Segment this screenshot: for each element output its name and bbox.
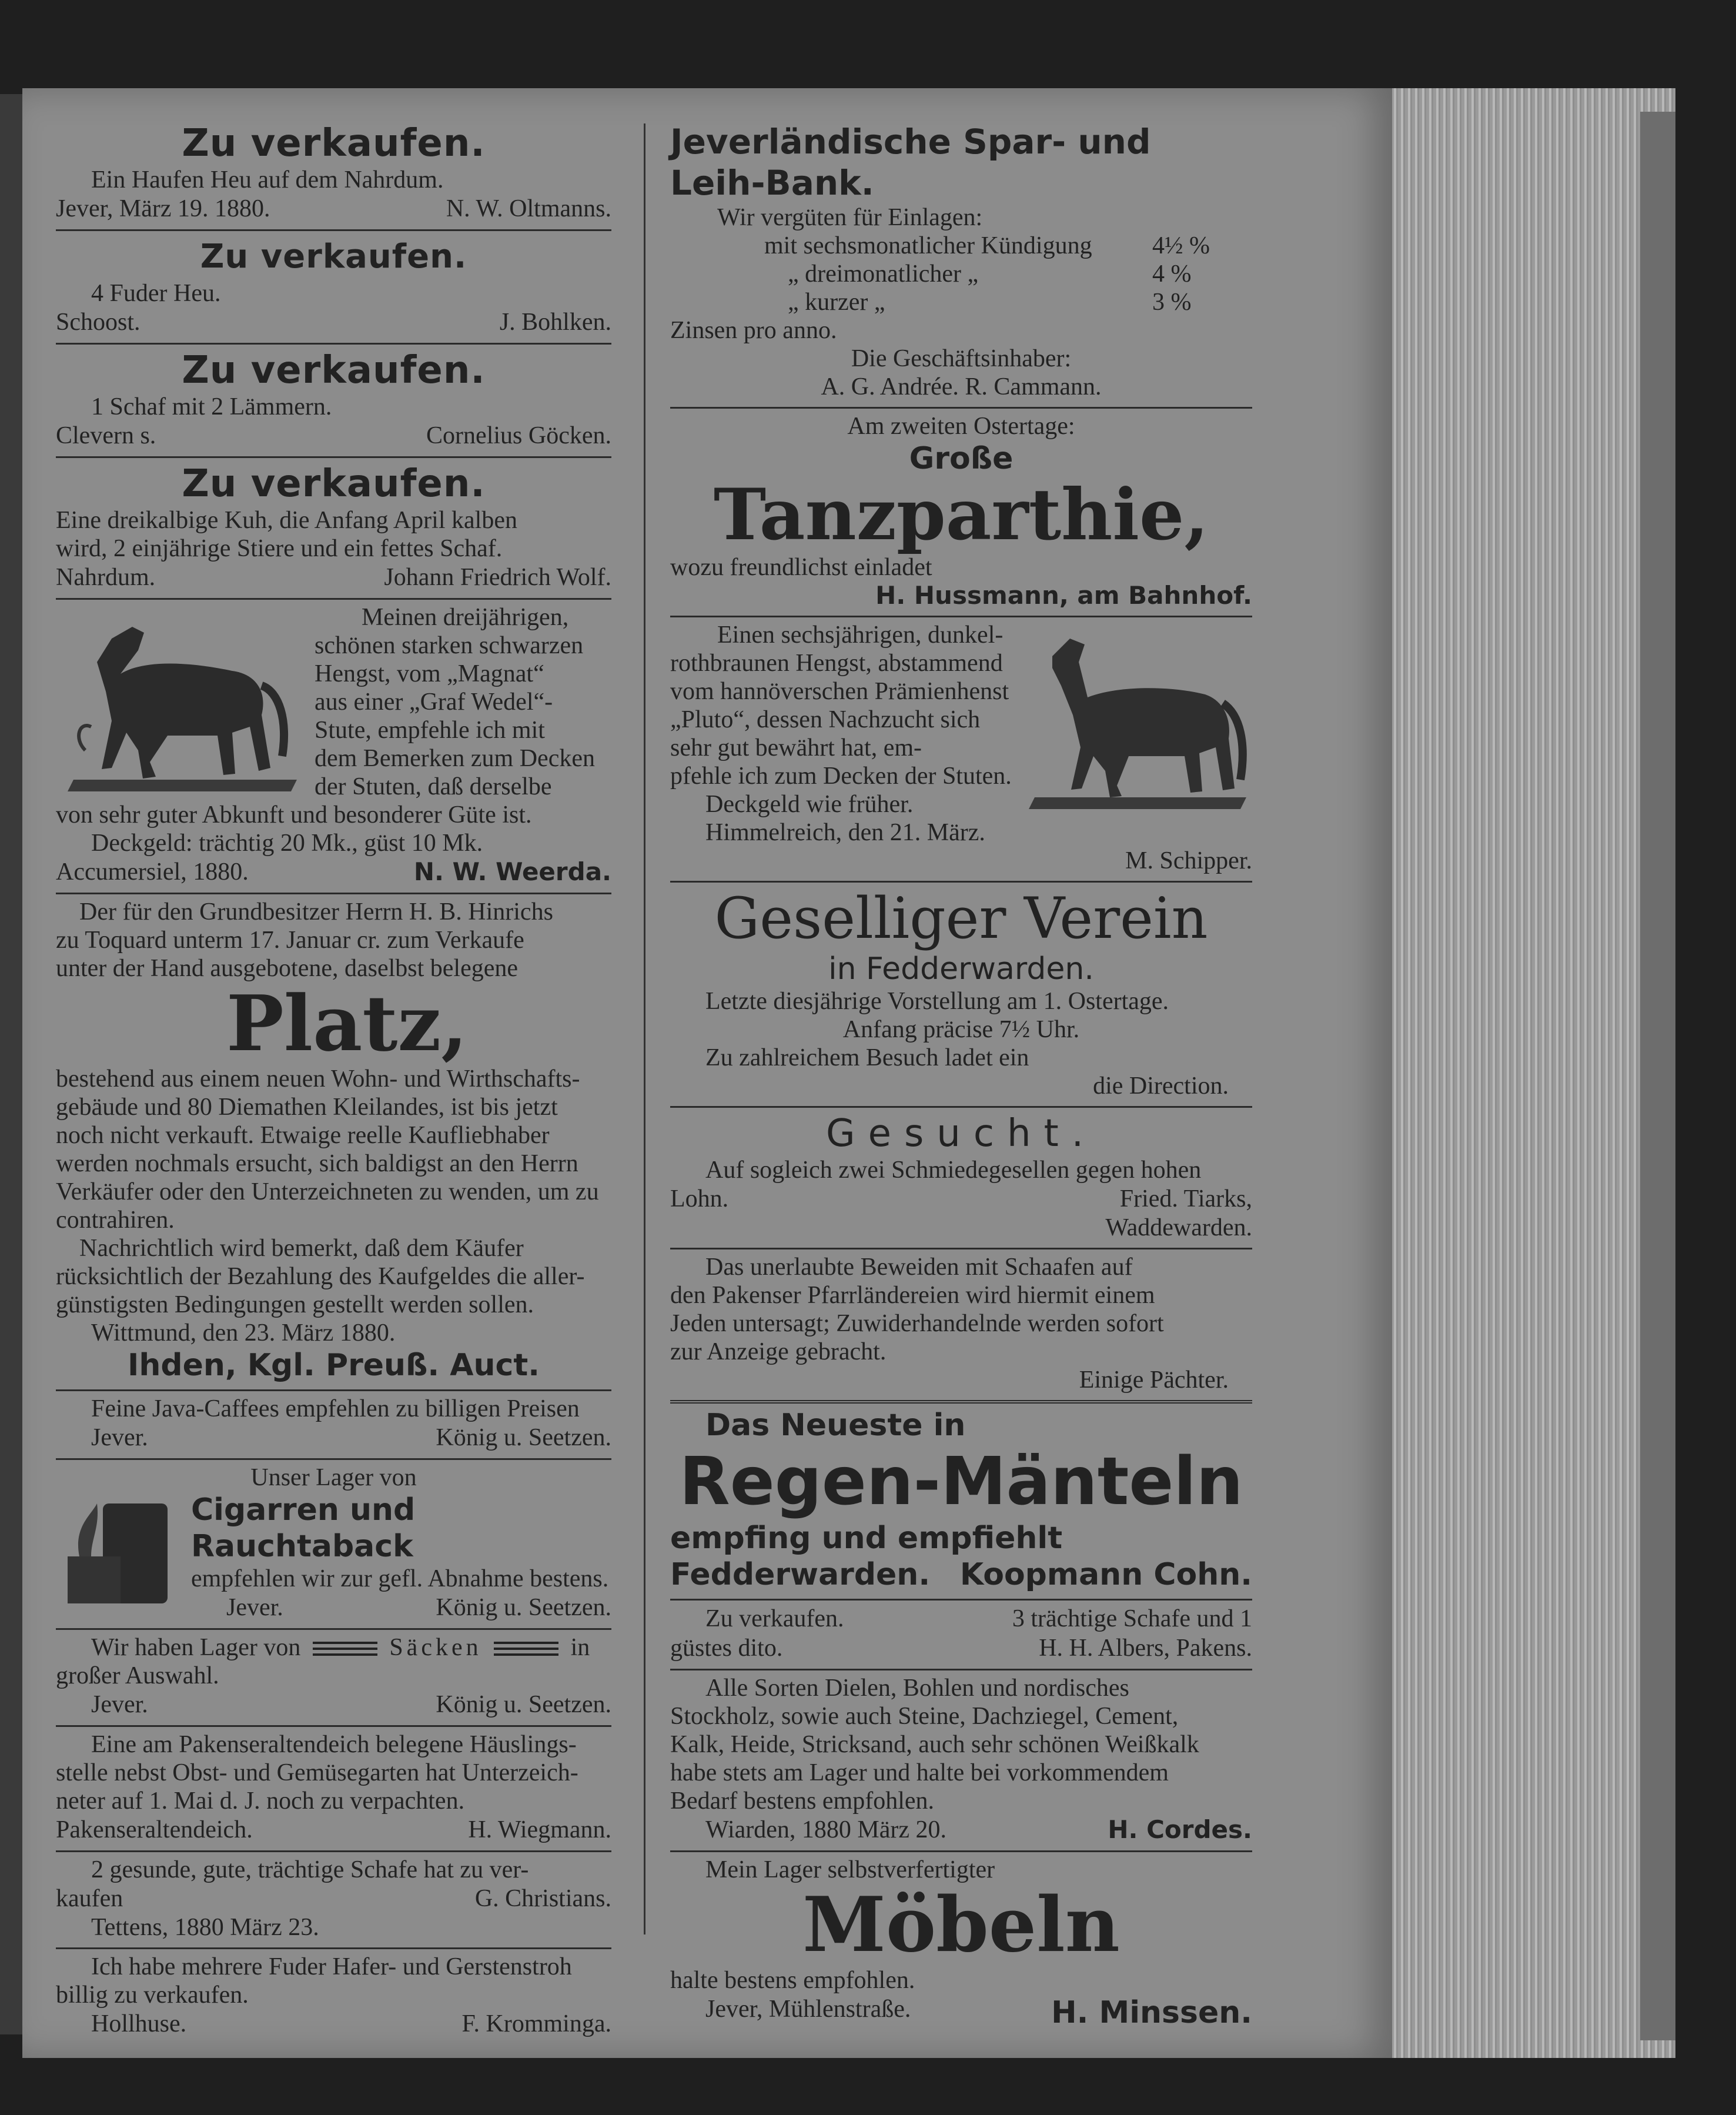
ad-signature: Cornelius Göcken. <box>426 422 611 449</box>
ad-text: Letzte diesjährige Vorstellung am 1. Ostertage. <box>705 988 1169 1015</box>
ad-signature: H. H. Albers, Pakens. <box>1039 1635 1252 1662</box>
ad-intro: Mein Lager selbstverfertigter <box>705 1856 995 1883</box>
ad-signature: N. W. Weerda. <box>413 857 611 886</box>
ad-title: Jeverländische Spar- und Leih-Bank. <box>670 122 1151 203</box>
left-column <box>56 118 611 2044</box>
rate-label: „ kurzer „ <box>788 289 885 316</box>
ad-owners-label: Die Geschäftsinhaber: <box>851 345 1072 372</box>
ad-signature: Johann Friedrich Wolf. <box>384 564 611 591</box>
ad-saecke <box>56 1630 611 1727</box>
ad-text: Bedarf bestens empfohlen. <box>670 1787 935 1815</box>
ad-place: Jever. <box>91 1424 148 1451</box>
ad-signature: H. Minssen. <box>1051 1995 1252 2030</box>
ad-place: Hollhuse. <box>91 2010 187 2037</box>
ad-place: Jever. <box>226 1594 283 1621</box>
horse-illustration <box>1029 621 1252 815</box>
ad-headline: Geselliger Verein <box>714 886 1208 951</box>
ad-text: 1 Schaf mit 2 Lämmern. <box>91 393 332 420</box>
ad-place: Jever. <box>91 1691 148 1718</box>
ad-albers <box>670 1601 1252 1670</box>
ad-signature: König u. Seetzen. <box>436 1691 611 1718</box>
ad-verein <box>670 883 1252 1108</box>
ad-signature: König u. Seetzen. <box>436 1594 611 1621</box>
ad-note: Zinsen pro anno. <box>670 317 837 344</box>
ad-text: neter auf 1. Mai d. J. noch zu verpachten. <box>56 1787 465 1815</box>
ad-text: Eine dreikalbige Kuh, die Anfang April kalben <box>56 507 517 534</box>
ad-body: gebäude und 80 Diemathen Kleilandes, ist bis jetzt <box>56 1094 558 1121</box>
ad-intro: Am zweiten Ostertage: <box>847 413 1075 440</box>
ad-kromminga <box>56 1949 611 2044</box>
ad-title: Zu verkaufen. <box>200 238 467 276</box>
ad-intro: Unser Lager von <box>250 1464 417 1491</box>
ad-title: Zu verkaufen. <box>182 462 486 506</box>
book-page-edges <box>1370 88 1675 2058</box>
ad-text: den Pakenser Pfarrländereien wird hiermit einem <box>670 1282 1155 1309</box>
ad-headline: Tanzparthie, <box>713 473 1209 556</box>
ad-cordes <box>670 1670 1252 1852</box>
ad-place: Waddewarden. <box>1105 1214 1252 1241</box>
ad-signature: H. Wiegmann. <box>468 1816 611 1843</box>
horse-illustration <box>56 603 303 797</box>
column-divider <box>644 123 645 1934</box>
ad-platz <box>56 894 611 1391</box>
facing-page-edge <box>0 94 24 2034</box>
ad-christians <box>56 1852 611 1949</box>
ad-title: Zu verkaufen. <box>182 349 486 392</box>
ad-text: aus einer „Graf Wedel“- <box>315 689 553 716</box>
ad-cigarren <box>56 1460 611 1630</box>
ad-signature: König u. Seetzen. <box>436 1424 611 1451</box>
rate-value: 4 % <box>1152 260 1192 288</box>
ad-schipper-stallion <box>670 617 1252 883</box>
ad-java-caffee <box>56 1391 611 1460</box>
ad-signature: Einige Pächter. <box>1079 1366 1229 1394</box>
ad-intro: Der für den Grundbesitzer Herrn H. B. Hinrichs <box>79 898 553 925</box>
ad-text: wozu freundlichst einladet <box>670 554 932 581</box>
ad-title: Gesucht. <box>825 1112 1097 1155</box>
ad-text: 2 gesunde, gute, trächtige Schafe hat zu ver- <box>91 1856 529 1883</box>
ad-pre-headline: Große <box>909 441 1013 476</box>
ad-text: „Pluto“, dessen Nachzucht sich <box>670 706 981 733</box>
ad-bank <box>670 118 1252 409</box>
ad-text: 3 trächtige Schafe und 1 <box>1012 1605 1252 1632</box>
ad-date: Tettens, 1880 März 23. <box>91 1914 319 1941</box>
ad-bohlken <box>56 231 611 345</box>
ad-text: wird, 2 einjährige Stiere und ein fettes Schaf. <box>56 535 503 562</box>
ad-body: contrahiren. <box>56 1207 175 1234</box>
ad-headline: Platz, <box>226 978 468 1068</box>
ad-text: 4 Fuder Heu. <box>91 280 221 307</box>
ad-wiegmann <box>56 1727 611 1852</box>
ad-goecken <box>56 345 611 458</box>
ad-text: kaufen <box>56 1885 123 1912</box>
interest-table <box>670 232 1252 316</box>
ad-text: empfehlen wir zur gefl. Abnahme bestens. <box>191 1565 609 1592</box>
ad-text: Alle Sorten Dielen, Bohlen und nordisches <box>705 1675 1129 1702</box>
ad-date: Wittmund, den 23. März 1880. <box>91 1319 396 1346</box>
ad-text: billig zu verkaufen. <box>56 1982 249 2009</box>
ad-place: Clevern s. <box>56 422 156 449</box>
rate-label: mit sechsmonatlicher Kündigung <box>764 232 1092 259</box>
ad-body: bestehend aus einem neuen Wohn- und Wirthschafts- <box>56 1065 580 1092</box>
ad-date: Himmelreich, den 21. März. <box>705 819 985 846</box>
ad-text <box>56 1633 611 1662</box>
ad-text: pfehle ich zum Decken der Stuten. <box>670 763 1012 790</box>
ornament-lines <box>313 1642 377 1657</box>
ad-date: Jever, März 19. 1880. <box>56 195 270 222</box>
ad-body: werden nochmals ersucht, sich baldigst an den Herrn <box>56 1150 578 1177</box>
ad-intro: Wir vergüten für Einlagen: <box>717 204 983 231</box>
ad-text: Jeden untersagt; Zuwiderhandelnde werden sofort <box>670 1310 1164 1337</box>
ad-headline: Möbeln <box>802 1881 1120 1969</box>
ad-text: Hengst, vom „Magnat“ <box>315 660 544 687</box>
ad-owners: A. G. Andrée. R. Cammann. <box>821 373 1102 400</box>
ad-intro: unter der Hand ausgebotene, daselbst belegene <box>56 955 519 982</box>
rate-value: 4½ % <box>1152 232 1210 259</box>
ad-keyword: Säcken <box>389 1634 482 1661</box>
ad-text: Meinen dreijährigen, <box>362 604 569 631</box>
ad-text: dem Bemerken zum Decken <box>315 745 595 772</box>
ad-text: sehr gut bewährt hat, em- <box>670 734 922 761</box>
ad-text: Einen sechsjährigen, dunkel- <box>717 622 1004 649</box>
ad-text: habe stets am Lager und halte bei vorkommendem <box>670 1759 1169 1786</box>
ad-headline: Cigarren und Rauchtaback <box>191 1492 416 1564</box>
ad-pre-headline: Das Neueste in <box>705 1408 966 1443</box>
ad-text: Ein Haufen Heu auf dem Nahrdum. <box>91 166 444 193</box>
tobacco-illustration <box>56 1492 179 1609</box>
ad-text: von sehr guter Abkunft und besonderer Güte ist. <box>56 801 532 828</box>
ad-text-pre: Wir haben Lager von <box>91 1634 301 1661</box>
ad-signature: M. Schipper. <box>1125 847 1252 874</box>
ad-weerda-stallion <box>56 600 611 894</box>
ad-date: Wiarden, 1880 März 20. <box>705 1816 947 1843</box>
page-edge-wear <box>1640 112 1675 2040</box>
ad-text: Zu zahlreichem Besuch ladet ein <box>705 1044 1029 1071</box>
ad-body: günstigsten Bedingungen gestellt werden sollen. <box>56 1291 534 1318</box>
ad-text: empfing und empfiehlt <box>670 1521 1063 1556</box>
ad-text: Zu verkaufen. <box>705 1605 844 1632</box>
ad-text: Anfang präcise 7½ Uhr. <box>842 1016 1080 1043</box>
ad-place: Nahrdum. <box>56 564 156 591</box>
ad-place: Schoost. <box>56 309 141 336</box>
ad-place: Fedderwarden. <box>670 1557 931 1592</box>
ad-text: zur Anzeige gebracht. <box>670 1338 887 1365</box>
ornament-lines <box>494 1642 558 1657</box>
ad-text: Deckgeld wie früher. <box>705 791 914 818</box>
ad-place: Accumersiel, 1880. <box>56 858 249 886</box>
ad-headline: Regen-Mänteln <box>679 1444 1243 1520</box>
ad-body: Verkäufer oder den Unterzeichneten zu wenden, um zu <box>56 1178 599 1205</box>
ad-fee: Deckgeld: trächtig 20 Mk., güst 10 Mk. <box>91 830 483 857</box>
ad-text: schönen starken schwarzen <box>315 632 584 659</box>
ad-text: Stockholz, sowie auch Steine, Dachziegel, Cement, <box>670 1703 1179 1730</box>
ad-place: Jever, Mühlenstraße. <box>705 1996 911 2023</box>
ad-text: Kalk, Heide, Stricksand, auch sehr schönen Weißkalk <box>670 1731 1199 1758</box>
ad-tanzparthie <box>670 409 1252 617</box>
ad-gesucht <box>670 1108 1252 1249</box>
ad-wolf <box>56 458 611 600</box>
ad-text: rothbraunen Hengst, abstammend <box>670 650 1003 677</box>
ad-text: stelle nebst Obst- und Gemüsegarten hat Unterzeich- <box>56 1759 578 1786</box>
ad-text: Stute, empfehle ich mit <box>315 717 545 744</box>
rate-label: „ dreimonatlicher „ <box>788 260 979 288</box>
ad-text: Lohn. <box>670 1185 729 1212</box>
ad-place: Pakenseraltendeich. <box>56 1816 253 1843</box>
ad-signature: Fried. Tiarks, <box>1119 1185 1252 1212</box>
ad-text: halte bestens empfohlen. <box>670 1967 915 1994</box>
ad-text: Eine am Pakenseraltendeich belegene Häuslings- <box>91 1731 577 1758</box>
ad-signature: H. Cordes. <box>1108 1815 1252 1844</box>
ad-signature: Ihden, Kgl. Preuß. Auct. <box>128 1348 540 1383</box>
ad-text: güstes dito. <box>670 1635 783 1662</box>
ad-text: Feine Java-Caffees empfehlen zu billigen Preisen <box>91 1395 580 1422</box>
ad-oltmanns <box>56 118 611 231</box>
right-column <box>670 118 1252 2037</box>
ad-body: Nachrichtlich wird bemerkt, daß dem Käufer <box>79 1235 524 1262</box>
ad-beweiden <box>670 1249 1252 1404</box>
rate-value: 3 % <box>1152 289 1192 316</box>
ad-text: Ich habe mehrere Fuder Hafer- und Gerstenstroh <box>91 1953 572 1980</box>
ad-text: der Stuten, daß derselbe <box>315 773 552 800</box>
ad-signature: Koopmann Cohn. <box>959 1557 1252 1592</box>
ad-signature: die Direction. <box>1093 1072 1229 1100</box>
ad-body: noch nicht verkauft. Etwaige reelle Kaufliebhaber <box>56 1122 550 1149</box>
ad-text-post: in <box>570 1634 590 1661</box>
ad-moebel <box>670 1852 1252 2037</box>
ad-signature: G. Christians. <box>474 1885 611 1912</box>
ad-text: vom hannöverschen Prämienhenst <box>670 678 1009 705</box>
ad-text: Das unerlaubte Beweiden mit Schaafen auf <box>705 1254 1133 1281</box>
ad-subheadline: in Fedderwarden. <box>828 951 1094 987</box>
ad-text: Auf sogleich zwei Schmiedegesellen gegen hohen <box>705 1157 1202 1184</box>
ad-intro: zu Toquard unterm 17. Januar cr. zum Verkaufe <box>56 927 524 954</box>
ad-signature: H. Hussmann, am Bahnhof. <box>875 581 1252 610</box>
ad-signature: N. W. Oltmanns. <box>446 195 611 222</box>
ad-body: rücksichtlich der Bezahlung des Kaufgeldes die aller- <box>56 1263 585 1290</box>
ad-title: Zu verkaufen. <box>182 122 486 165</box>
ad-signature: J. Bohlken. <box>499 309 611 336</box>
ad-regenmaentel <box>670 1404 1252 1601</box>
ad-text: großer Auswahl. <box>56 1662 219 1689</box>
ad-signature: F. Kromminga. <box>461 2010 611 2037</box>
